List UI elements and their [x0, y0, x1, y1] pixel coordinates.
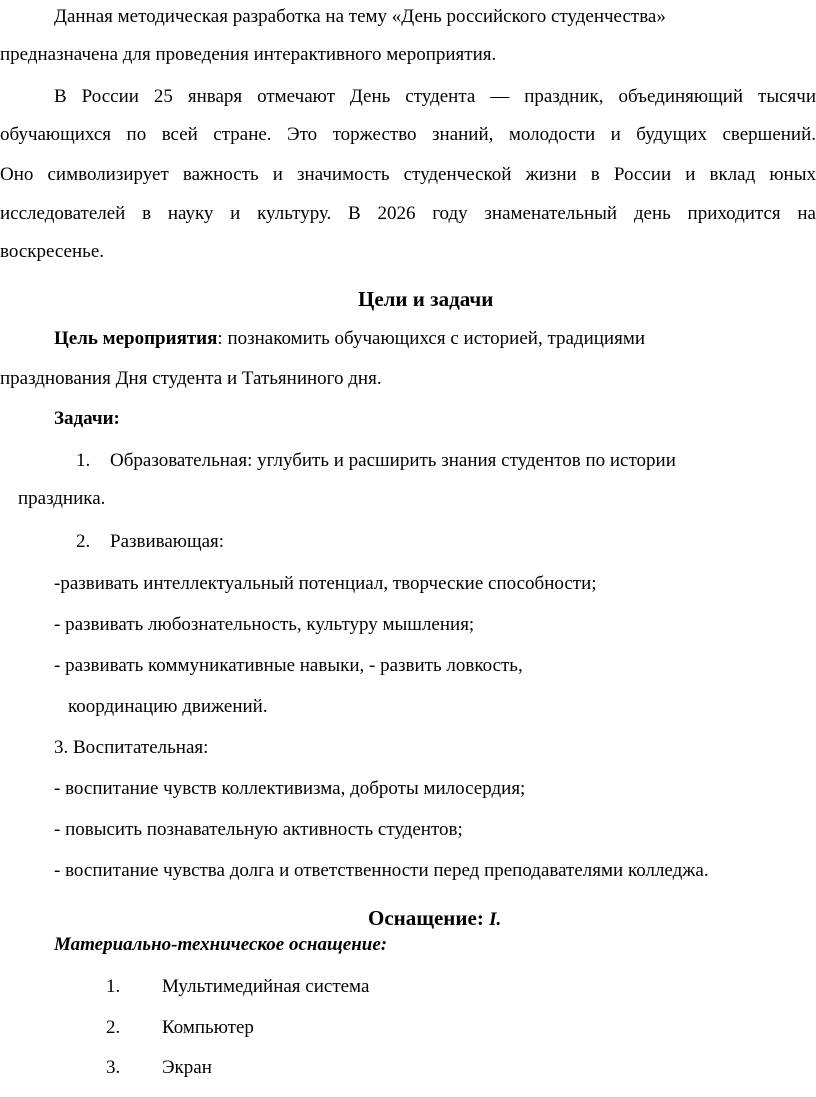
equipment-item-1-number: 1.: [106, 976, 121, 997]
equipment-item-1-text: Мультимедийная система: [162, 976, 370, 997]
goals-heading: Цели и задачи: [358, 287, 494, 311]
equipment-item-1: [106, 975, 369, 999]
equipment-item-2-number: 2.: [106, 1017, 121, 1038]
task-2-text: Развивающая:: [110, 531, 225, 552]
goal-line-1: [54, 327, 645, 351]
equipment-heading: [368, 905, 501, 933]
task-2: [76, 530, 224, 554]
intro-para2-line-1: В России 25 января отмечают День студента — праздник, объединяющий тысячи: [54, 86, 816, 107]
dev-item-2: - развивать любознательность, культуру мышления;: [54, 614, 475, 635]
intro-para2-line-5: воскресенье.: [0, 241, 104, 262]
dev-item-3: - развивать коммуникативные навыки, - развить ловкость,: [54, 655, 523, 676]
edu-item-2: - повысить познавательную активность студентов;: [54, 819, 463, 840]
goal-label: Цель мероприятия: [54, 328, 218, 349]
goal-line-2: празднования Дня студента и Татьяниного дня.: [0, 368, 382, 389]
task-1-line-2: праздника.: [18, 488, 106, 509]
edu-item-3: - воспитание чувства долга и ответственности перед преподавателями колледжа.: [54, 860, 709, 881]
intro-line-2: предназначена для проведения интерактивного мероприятия.: [0, 44, 497, 65]
task-3: 3. Воспитательная:: [54, 737, 209, 758]
dev-item-1: -развивать интеллектуальный потенциал, творческие способности;: [54, 573, 597, 594]
task-1-number: 1.: [76, 450, 91, 471]
task-1-line-1: [76, 449, 676, 473]
equipment-item-2: [106, 1016, 254, 1040]
intro-para2-line-4: исследователей в науку и культуру. В 2026 году знаменательный день приходится на: [0, 203, 816, 224]
intro-para2-line-2: обучающихся по всей стране. Это торжество знаний, молодости и будущих свершений.: [0, 124, 816, 145]
equipment-item-3: [106, 1056, 212, 1080]
task-2-number: 2.: [76, 531, 91, 552]
intro-line-1: Данная методическая разработка на тему «День российского студенчества»: [54, 6, 666, 27]
equipment-heading-roman: I.: [489, 909, 502, 930]
edu-item-1: - воспитание чувств коллективизма, доброты милосердия;: [54, 778, 526, 799]
task-1-text: Образовательная: углубить и расширить знания студентов по истории: [110, 450, 676, 471]
goal-text: : познакомить обучающихся с историей, традициями: [217, 328, 646, 349]
equipment-subheading: Материально-техническое оснащение:: [54, 934, 388, 955]
intro-para2-line-3: Оно символизирует важность и значимость студенческой жизни в России и вклад юных: [0, 164, 816, 185]
equipment-item-3-number: 3.: [106, 1057, 121, 1078]
dev-item-4: координацию движений.: [68, 696, 268, 717]
tasks-label: Задачи:: [54, 408, 120, 429]
equipment-heading-text: Оснащение:: [368, 906, 484, 930]
equipment-item-3-text: Экран: [162, 1057, 212, 1078]
equipment-item-2-text: Компьютер: [162, 1017, 254, 1038]
